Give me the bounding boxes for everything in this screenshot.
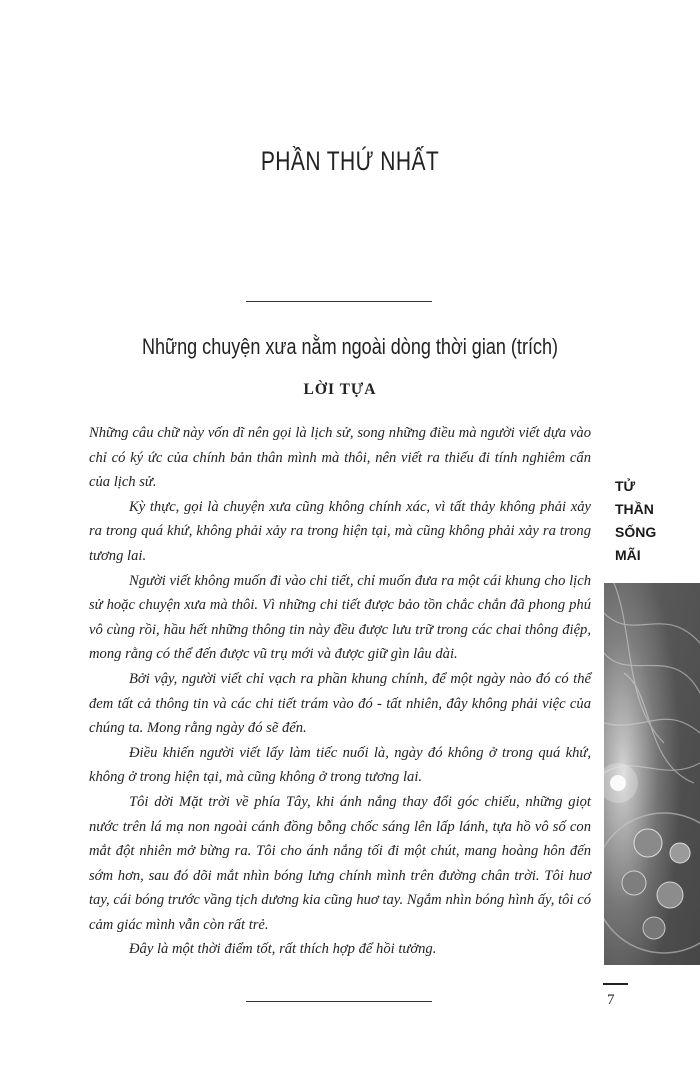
divider-bottom [246,1001,432,1002]
sidebar-word: THẦN [615,501,654,517]
paragraph: Điều khiến người viết lấy làm tiếc nuối là, ngày đó không ở trong quá khứ, không ở trong hiện tại, mà cũng không ở trong tương lai. [89,744,591,786]
sidebar-word: MÃI [615,547,641,563]
divider-top [246,301,432,302]
sidebar-word: TỬ [615,478,636,494]
paragraph: Đây là một thời điểm tốt, rất thích hợp để hồi tưởng. [129,941,437,958]
paragraph: Kỳ thực, gọi là chuyện xưa cũng không chính xác, vì tất thảy không phải xảy ra trong quá khứ, không phải xảy ra trong hiện tại, mà cũng không phải xảy ra trong tương lai. [89,498,591,564]
sidebar-word: SỐNG [615,524,657,540]
sidebar-cosmic-image [604,583,700,965]
paragraph: Bởi vậy, người viết chỉ vạch ra phần khung chính, để một ngày nào đó có thể đem tất cả thông tin và các chi tiết trám vào đó - tất nhiên, đây không phải việc của chúng ta. Mong rằng ngày đó sẽ đến. [89,670,591,737]
book-title-sidebar [615,475,695,567]
page-number-mark [603,983,628,985]
paragraph: Tôi dời Mặt trời về phía Tây, khi ánh nắng thay đổi góc chiếu, những giọt nước trên lá mạ non ngoài cánh đồng bỗng chốc sáng lên lấp lánh, tựa hồ vô số con mắt đột nhiên mở bừng ra. Tôi cho ánh nắng tối đi một chút, mang hoàng hôn đến sớm hơn, sau đó dõi mắt nhìn bóng lưng chính mình trên đường chân trời. Tôi huơ tay, cái bóng trước vầng tịch dương kia cũng huơ tay. Ngắm nhìn bóng hình ấy, tôi có cảm giác mình vẫn còn rất trẻ. [89,793,591,933]
page-number: 7 [607,992,615,1008]
body-text [89,421,591,962]
chapter-title: Những chuyện xưa nằm ngoài dòng thời gian (trích) [141,334,559,359]
preface-heading: LỜI TỰA [303,381,377,398]
paragraph: Người viết không muốn đi vào chi tiết, chỉ muốn đưa ra một cái khung cho lịch sử hoặc chuyện xưa mà thôi. Vì những chi tiết được bảo tồn chắc chắn đã phong phú vô cùng rồi, hầu hết những thông tin này đều được lưu trữ trong các chai thông điệp, mong rằng có thể đến được vũ trụ mới và được giữ gìn lâu dài. [89,572,591,663]
paragraph: Những câu chữ này vốn dĩ nên gọi là lịch sử, song những điều mà người viết dựa vào chỉ có ký ức của chính bản thân mình mà thôi, nên viết ra thiếu đi tính nghiêm cẩn của lịch sử. [89,425,591,491]
part-title: PHẦN THỨ NHẤT [260,146,440,176]
